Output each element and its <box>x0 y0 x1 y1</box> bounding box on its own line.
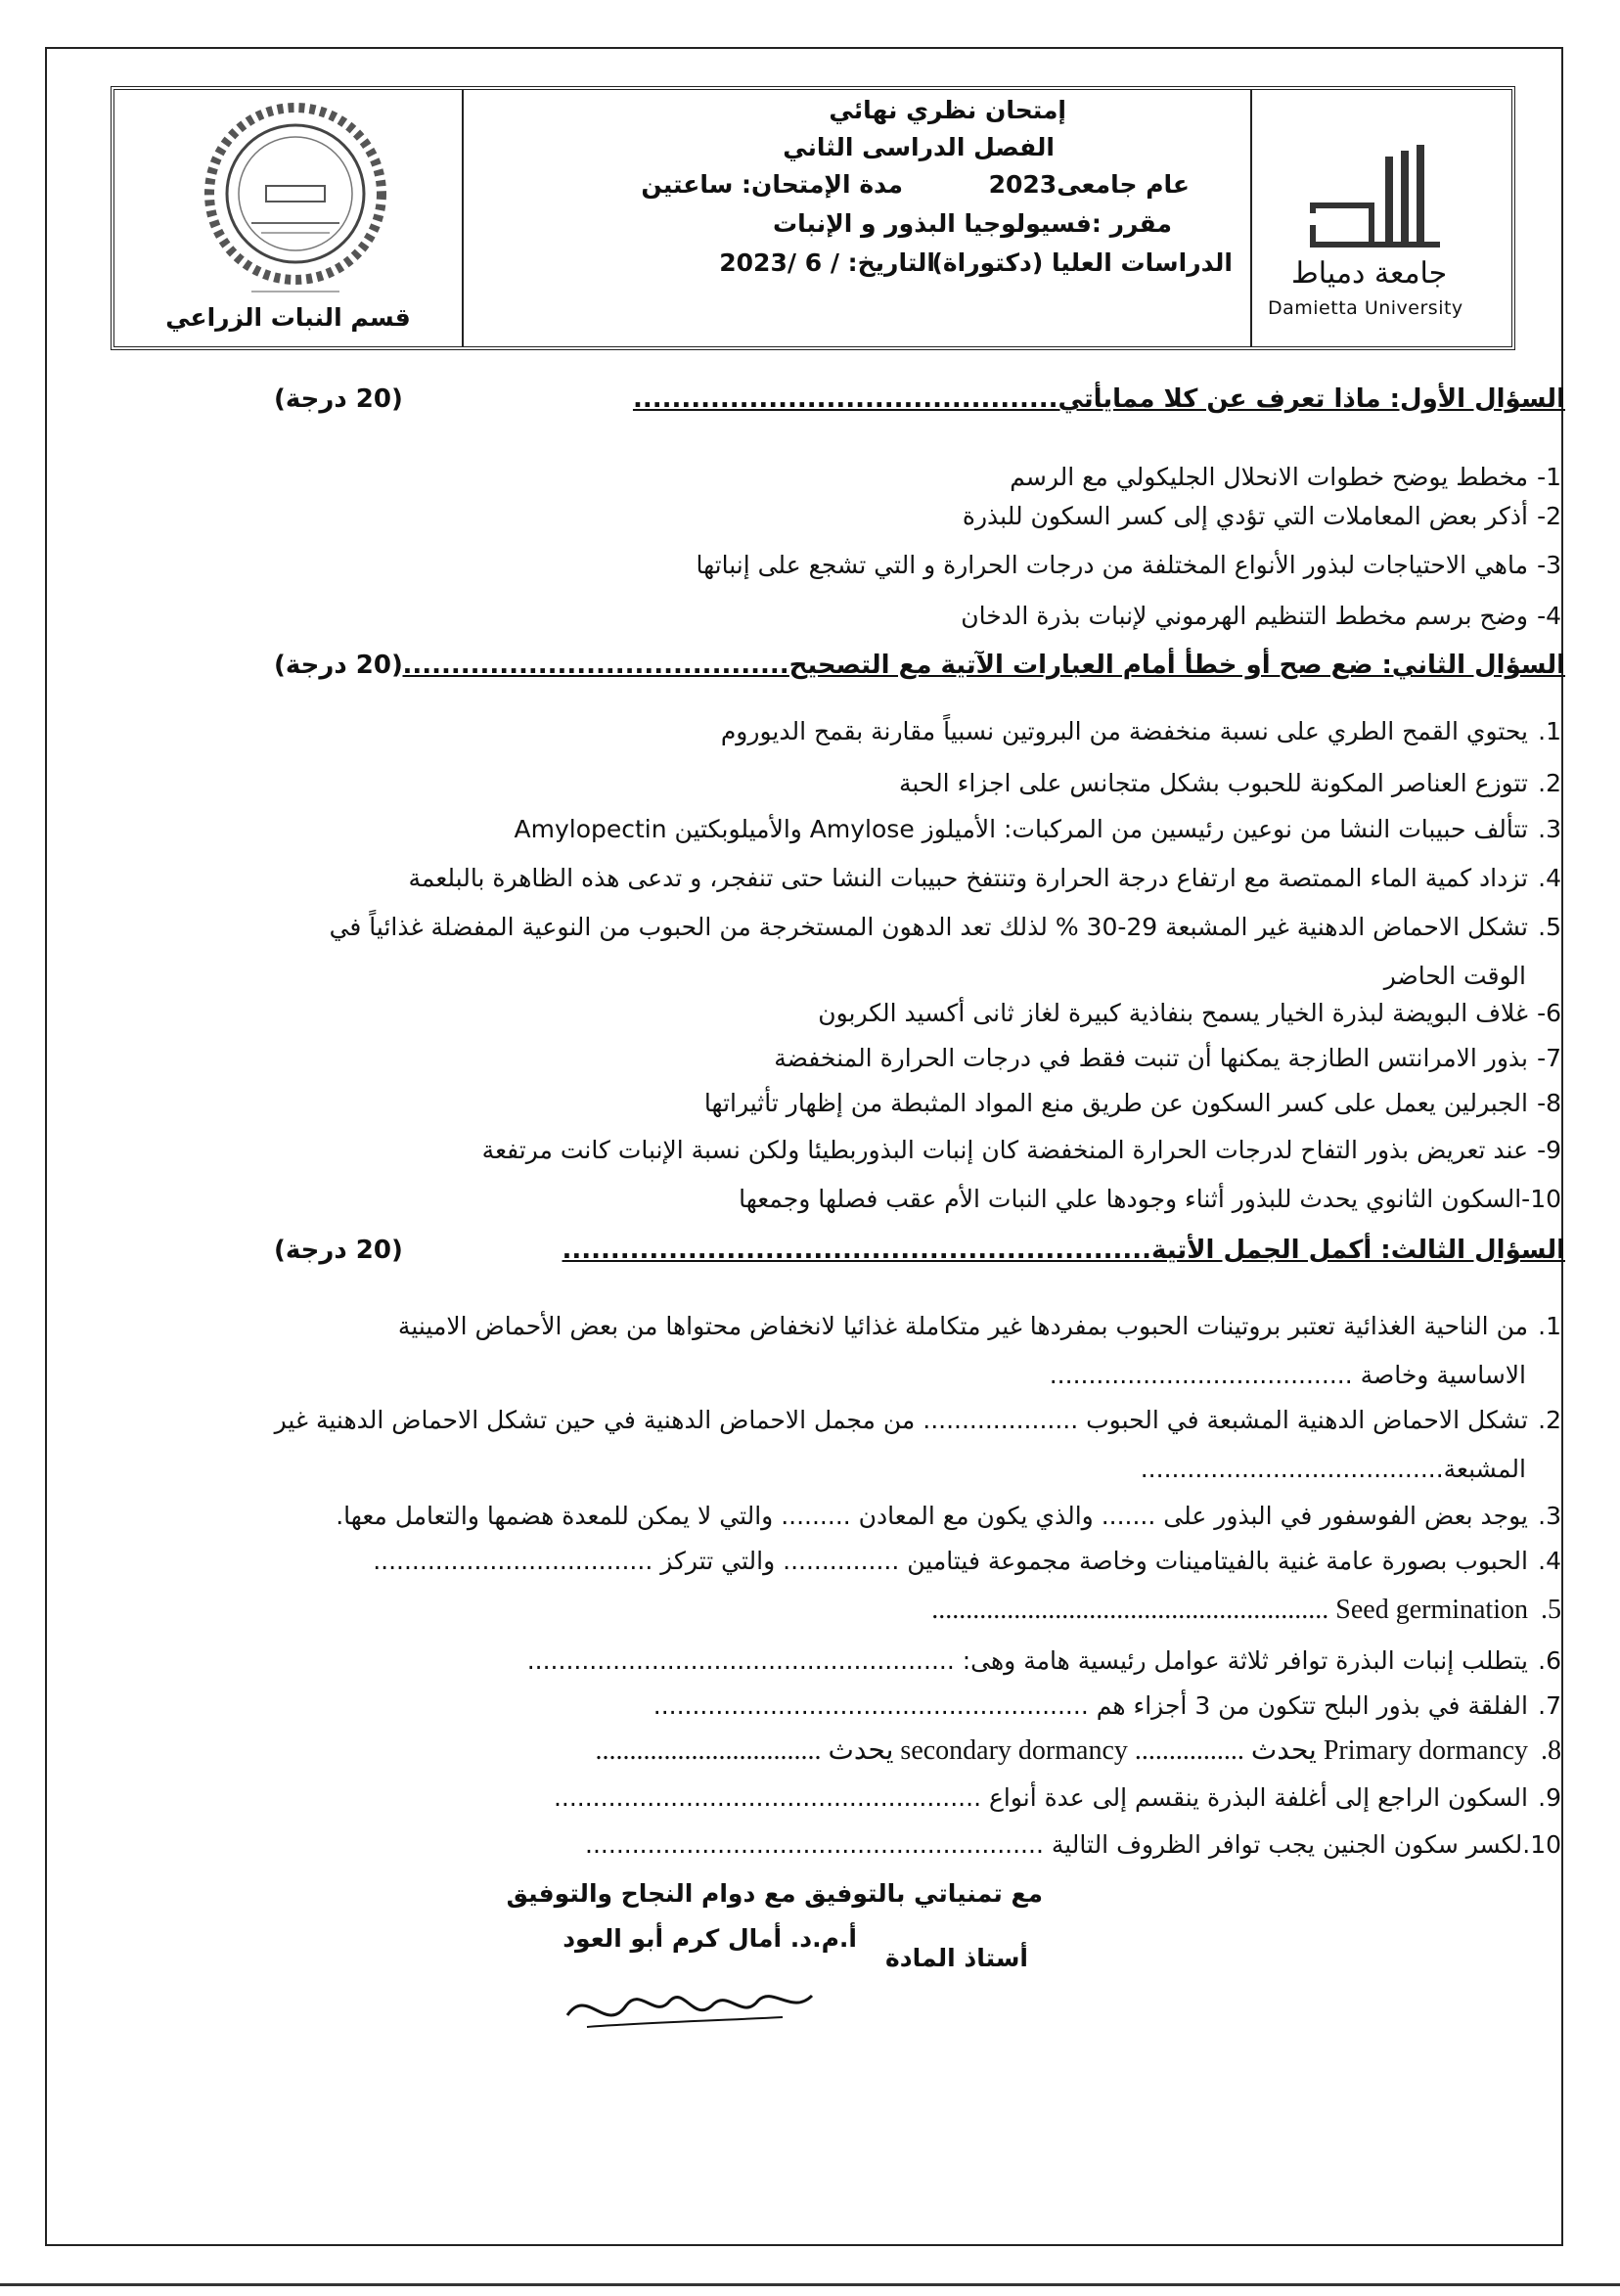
teacher-name: أ.م.د. أمال كرم أبو العود <box>562 1924 857 1953</box>
q2-item: 9-عند تعريض بذور التفاح لدرجات الحرارة المنخفضة كان إنبات البذوربطيئا ولكن نسبة الإنبات كانت مرتفعة <box>481 1136 1561 1164</box>
q2-item: 7-بذور الامرانتس الطازجة يمكنها أن تنبت فقط في درجات الحرارة المنخفضة <box>774 1044 1561 1072</box>
question-3-title: السؤال الثالث: أكمل الجمل الأتية............................................................. (20 درجة) <box>274 1236 1565 1265</box>
closing-wishes: مع تمنياتي بالتوفيق مع دوام النجاح والتوفيق <box>506 1879 1043 1908</box>
course-name: مقرر :فسيولوجيا البذور و الإنبات <box>773 209 1172 238</box>
exam-info-cell <box>464 90 1252 346</box>
q3-item: 4.الحبوب بصورة عامة غنية بالفيتامينات وخاصة مجموعة فيتامين ............... والتي تتركز .................................... <box>373 1547 1561 1575</box>
bottom-rule <box>0 2283 1620 2286</box>
program-level: الدراسات العليا (دكتوراة) <box>931 248 1233 277</box>
q2-item: 4.تزداد كمية الماء الممتصة مع ارتفاع درجة الحرارة وتنتفخ حبيبات النشا حتى تنفجر، و تدعى هذه الظاهرة بالبلعمة <box>408 864 1561 892</box>
handwritten-signature <box>548 1966 832 2045</box>
q3-item: 1.من الناحية الغذائية تعتبر بروتينات الحبوب بمفردها غير متكاملة غذائيا لانخفاض محتواها من بعض الأحماض الامينية <box>397 1312 1561 1340</box>
question-1-grade: (20 درجة) <box>274 384 403 414</box>
question-3-grade: (20 درجة) <box>274 1236 403 1265</box>
question-1-title: السؤال الأول: ماذا تعرف عن كلا ممايأتي............................................ (20 درجة) <box>274 384 1565 414</box>
q3-item: 9.السكون الراجع إلى أغلفة البذرة ينقسم إلى عدة أنواع ....................................................... <box>553 1783 1561 1812</box>
q3-item: 7.الفلقة في بذور البلح تتكون من 3 أجزاء هم ........................................................ <box>652 1691 1561 1720</box>
faculty-seal-icon <box>193 96 398 301</box>
teacher-label: أستاذ المادة <box>885 1944 1028 1972</box>
q2-item: 5.تشكل الاحماض الدهنية غير المشبعة 29-30 % لذلك تعد الدهون المستخرجة من الحبوب من النوعية المفضلة غذائياً في <box>329 913 1561 941</box>
q3-item: 8.Primary dormancy يحدث ................ secondary dormancy يحدث ................................. <box>595 1735 1561 1766</box>
academic-year: عام جامعى2023 <box>988 170 1190 199</box>
q3-item: 2.تشكل الاحماض الدهنية المشبعة في الحبوب .................... من مجمل الاحماض الدهنية في حين تشكل الاحماض الدهنية غير <box>274 1406 1561 1434</box>
q2-item: 1.يحتوي القمح الطري على نسبة منخفضة من البروتين نسبياً مقارنة بقمح الديوروم <box>720 717 1561 745</box>
exam-header <box>111 86 1515 350</box>
q3-item: 3.يوجد بعض الفوسفور في البذور على ....... والذي يكون مع المعادن ......... والتي لا يمكن للمعدة هضمها والتعامل معها. <box>336 1502 1561 1530</box>
q2-item: 10-السكون الثانوي يحدث للبذور أثناء وجودها علي النبات الأم عقب فصلها وجمعها <box>739 1185 1561 1213</box>
q1-item: 1-مخطط يوضح خطوات الانحلال الجليكولي مع الرسم <box>1010 463 1561 491</box>
q3-item: 10.لكسر سكون الجنين يجب توافر الظروف التالية ........................................................... <box>585 1830 1561 1859</box>
q3-item-continuation: المشبعة....................................... <box>1140 1455 1526 1483</box>
q1-item: 3-ماهي الاحتياجات لبذور الأنواع المختلفة من درجات الحرارة و التي تشجع على إنباتها <box>696 551 1561 579</box>
department-name: قسم النبات الزراعي <box>165 303 411 332</box>
q2-item: 8-الجبرلين يعمل على كسر السكون عن طريق منع المواد المثبطة من إظهار تأثيراتها <box>703 1089 1561 1117</box>
q1-item: 4-وضح برسم مخطط التنظيم الهرموني لإنبات بذرة الدخان <box>961 602 1561 630</box>
university-cell <box>1252 90 1511 346</box>
question-2-grade: (20 درجة) <box>274 651 403 680</box>
q2-item-continuation: الوقت الحاضر <box>1383 962 1526 990</box>
q3-item-continuation: الاساسية وخاصة ....................................... <box>1049 1361 1526 1389</box>
semester: الفصل الدراسى الثاني <box>783 133 1055 161</box>
exam-duration: مدة الإمتحان: ساعتين <box>641 170 903 199</box>
exam-type: إمتحان نظري نهائي <box>829 96 1066 124</box>
q2-item: 2.تتوزع العناصر المكونة للحبوب بشكل متجانس على اجزاء الحبة <box>898 769 1561 797</box>
q2-item: 6-غلاف البويضة لبذرة الخيار يسمح بنفاذية كبيرة لغاز ثانى أكسيد الكربون <box>818 999 1561 1027</box>
university-name-en: Damietta University <box>1268 297 1463 319</box>
exam-date: التاريخ: / 6 /2023 <box>719 248 935 277</box>
q1-item: 2-أذكر بعض المعاملات التي تؤدي إلى كسر السكون للبذرة <box>962 502 1561 530</box>
q3-item: 6.يتطلب إنبات البذرة توافر ثلاثة عوامل رئيسية هامة وهى: ....................................................... <box>526 1646 1561 1675</box>
q3-item: 5.Seed germination .......................................................... <box>931 1595 1561 1625</box>
q2-item: 3.تتألف حبيبات النشا من نوعين رئيسين من المركبات: الأميلوز Amylose والأميلوبكتين Amylopectin <box>514 815 1561 843</box>
department-cell <box>114 90 464 346</box>
question-2-title: السؤال الثاني: ضع صح أو خطأ أمام العبارات الآتية مع التصحيح........................................ (20 درجة) <box>274 651 1565 680</box>
university-name-ar: جامعة دمياط <box>1291 256 1448 291</box>
